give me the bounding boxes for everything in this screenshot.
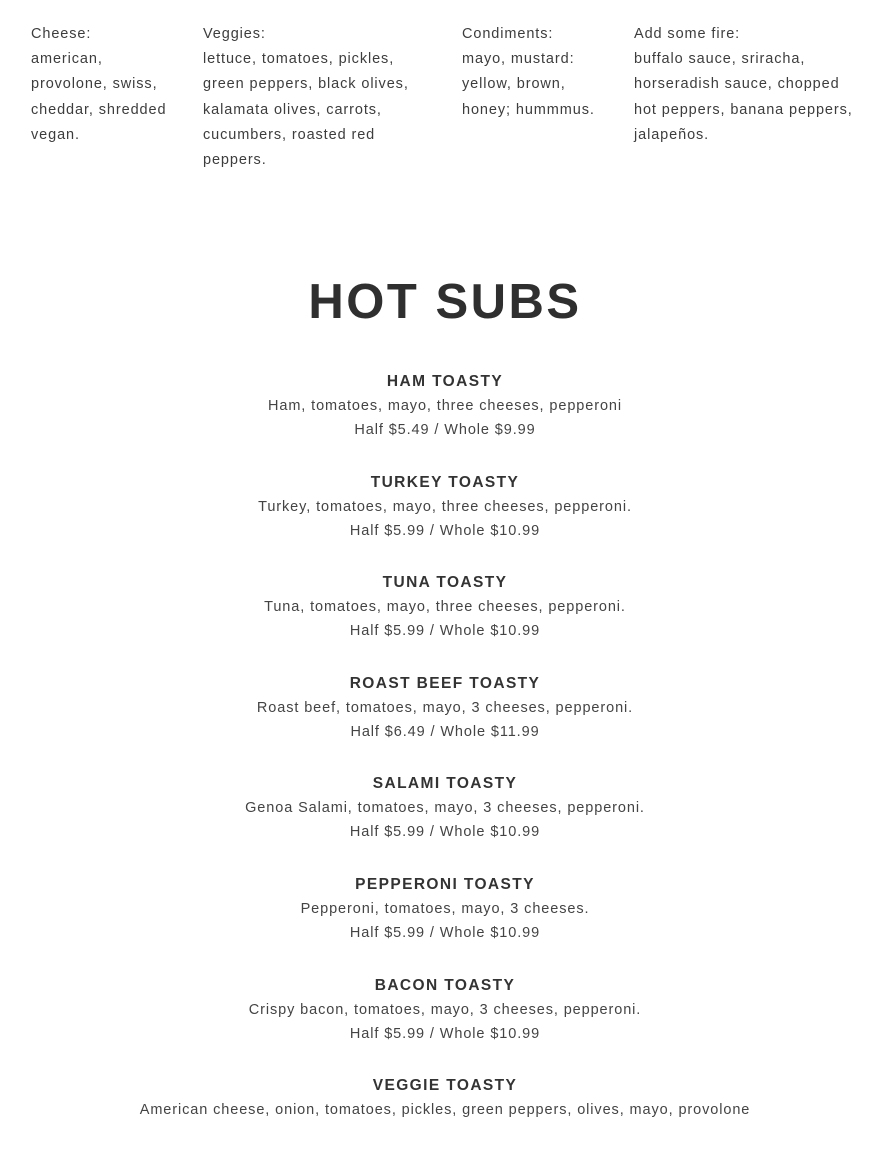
menu-item-price: Half $5.99 / Whole $10.99 bbox=[349, 924, 541, 941]
toppings-condiments bbox=[462, 22, 632, 123]
toppings-line: american, bbox=[31, 51, 103, 68]
menu-item-price: Half $5.99 / Whole $10.99 bbox=[349, 623, 541, 640]
menu-item-price: Half $5.99 / Whole $10.99 bbox=[349, 824, 541, 841]
menu-item-name: VEGGIE TOASTY bbox=[372, 1077, 518, 1095]
toppings-line: peppers. bbox=[203, 152, 267, 169]
toppings-veggies bbox=[203, 22, 443, 173]
toppings-line: cucumbers, roasted red bbox=[203, 126, 376, 143]
menu-item-price: Half $5.99 / Whole $10.99 bbox=[349, 522, 541, 539]
toppings-heading: Cheese: bbox=[31, 26, 92, 42]
toppings-line: vegan. bbox=[31, 126, 80, 143]
menu-item-name: PEPPERONI TOASTY bbox=[355, 875, 535, 893]
menu-item-ham-toasty bbox=[0, 370, 890, 471]
menu-item-name: BACON TOASTY bbox=[374, 976, 516, 994]
toppings-cheese bbox=[31, 22, 191, 148]
toppings-line: yellow, brown, bbox=[462, 76, 566, 93]
toppings-line: jalapeños. bbox=[634, 126, 710, 143]
toppings-line: hot peppers, banana peppers, bbox=[634, 101, 853, 118]
section-title-hot-subs: HOT SUBS bbox=[308, 275, 582, 329]
toppings-line: honey; hummmus. bbox=[462, 101, 595, 118]
toppings-line: green peppers, black olives, bbox=[203, 76, 409, 93]
menu-item-name: ROAST BEEF TOASTY bbox=[349, 674, 541, 692]
menu-item-description: Pepperoni, tomatoes, mayo, 3 cheeses. bbox=[300, 900, 590, 917]
menu-item-description: Tuna, tomatoes, mayo, three cheeses, pepperoni. bbox=[264, 599, 626, 616]
menu-item-bacon-toasty bbox=[0, 974, 890, 1075]
toppings-line: mayo, mustard: bbox=[462, 51, 575, 68]
menu-item-pepperoni-toasty bbox=[0, 873, 890, 974]
menu-item-name: TURKEY TOASTY bbox=[370, 473, 520, 491]
menu-item-price: Half $6.49 / Whole $11.99 bbox=[350, 723, 540, 740]
menu-item-description: Roast beef, tomatoes, mayo, 3 cheeses, pepperoni. bbox=[256, 699, 634, 716]
menu-item-description: American cheese, onion, tomatoes, pickles, green peppers, olives, mayo, provolone bbox=[139, 1102, 751, 1119]
toppings-line: buffalo sauce, sriracha, bbox=[634, 51, 806, 68]
menu-item-name: SALAMI TOASTY bbox=[372, 775, 518, 793]
menu-item-description: Ham, tomatoes, mayo, three cheeses, pepperoni bbox=[267, 398, 623, 414]
menu-item-price: Half $5.49 / Whole $9.99 bbox=[354, 422, 536, 438]
menu-item-name: TUNA TOASTY bbox=[382, 574, 508, 592]
toppings-heading: Add some fire: bbox=[634, 26, 741, 42]
toppings-line: horseradish sauce, chopped bbox=[634, 76, 840, 93]
toppings-heading: Condiments: bbox=[462, 26, 554, 42]
toppings-line: provolone, swiss, bbox=[31, 76, 158, 93]
toppings-fire bbox=[634, 22, 874, 148]
menu-item-description: Turkey, tomatoes, mayo, three cheeses, pepperoni. bbox=[258, 498, 632, 515]
menu-item-roast-beef-toasty bbox=[0, 672, 890, 773]
menu-item-description: Crispy bacon, tomatoes, mayo, 3 cheeses, pepperoni. bbox=[248, 1001, 642, 1018]
toppings-line: kalamata olives, carrots, bbox=[203, 101, 382, 118]
menu-item-veggie-toasty bbox=[0, 1074, 890, 1175]
toppings-heading: Veggies: bbox=[203, 26, 266, 42]
menu-item-name: HAM TOASTY bbox=[386, 373, 504, 390]
menu-item-price: Half $5.99 / Whole $10.99 bbox=[349, 1025, 541, 1042]
toppings-line: lettuce, tomatoes, pickles, bbox=[203, 51, 395, 68]
toppings-line: cheddar, shredded bbox=[31, 101, 167, 118]
menu-item-turkey-toasty bbox=[0, 471, 890, 572]
menu-item-salami-toasty bbox=[0, 772, 890, 873]
toppings-section bbox=[0, 22, 890, 192]
menu-item-tuna-toasty bbox=[0, 571, 890, 672]
menu-item-description: Genoa Salami, tomatoes, mayo, 3 cheeses, pepperoni. bbox=[245, 800, 645, 817]
hot-subs-menu bbox=[0, 370, 890, 1175]
